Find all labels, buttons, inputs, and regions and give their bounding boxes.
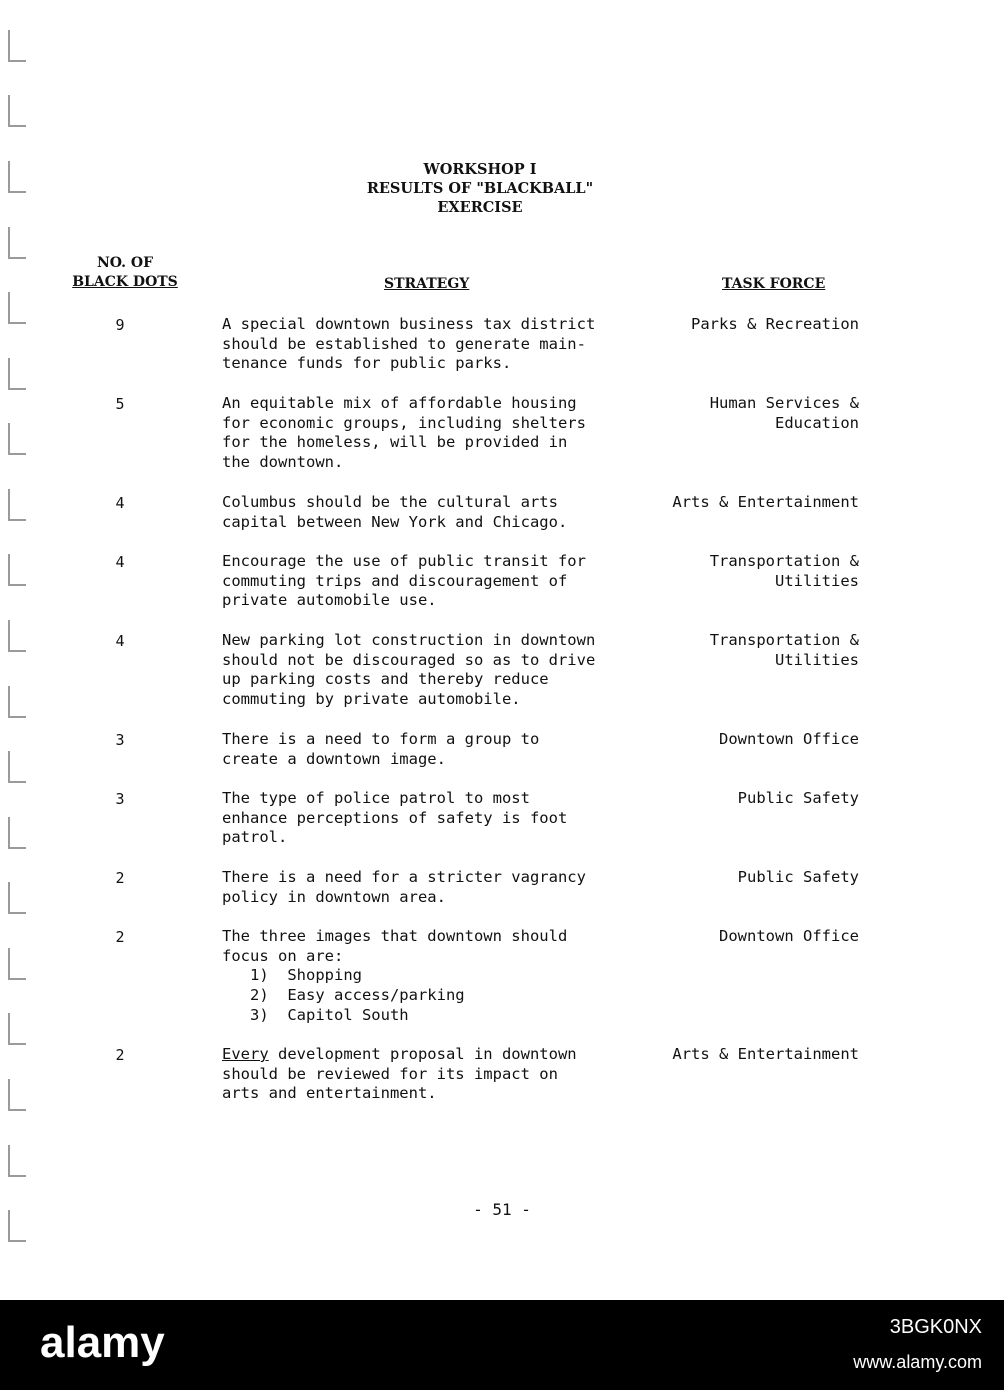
task-force-line: Utilities [775,650,859,669]
task-force-line: Human Services & [709,394,859,412]
dots-count: 4 [115,494,125,512]
strategy-text: There is a need to form a group to create a downtown image. [222,730,540,768]
dots-count: 2 [115,869,125,887]
task-force-line: Transportation & [709,631,859,649]
task-force [599,927,859,947]
title-line-3: EXERCISE [437,199,523,216]
watermark-url: www.alamy.com [853,1352,982,1372]
dots-count: 4 [115,553,125,571]
strategy-text: There is a need for a stricter vagrancy policy in downtown area. [222,868,586,906]
task-force [599,315,859,335]
task-force-line: Arts & Entertainment [672,1045,859,1063]
task-force-line: Downtown Office [719,730,859,748]
strategy-text: The three images that downtown should focus on are: 1) Shopping 2) Easy access/parking 3) Capitol South [222,927,568,1024]
task-force-line: Utilities [775,571,859,590]
title-line-1: WORKSHOP I [423,161,537,178]
task-force [599,789,859,809]
task-force [599,394,859,433]
task-force [599,493,859,513]
header-black-dots [60,254,190,292]
task-force [599,1045,859,1065]
header-strategy: STRATEGY [384,276,470,292]
watermark-bar [0,1300,1004,1390]
binding-marks [8,30,28,1290]
dots-count: 2 [115,1046,125,1064]
task-force-line: Transportation & [709,552,859,570]
watermark-brand: alamy [40,1318,165,1367]
strategy-text: Encourage the use of public transit for commuting trips and discouragement of private automobile use. [222,552,586,610]
dots-count: 4 [115,632,125,650]
task-force [599,552,859,591]
header-task-force: TASK FORCE [722,276,826,292]
strategy-text: The type of police patrol to most enhance perceptions of safety is foot patrol. [222,789,568,847]
header-dots-line2: BLACK DOTS [72,274,178,290]
task-force-line: Arts & Entertainment [672,493,859,511]
dots-count: 2 [115,928,125,946]
strategy-text: An equitable mix of affordable housing for economic groups, including shelters for the homeless, will be provided in the downtown. [222,394,586,472]
strategy-text: Columbus should be the cultural arts capital between New York and Chicago. [222,493,568,531]
task-force-line: Downtown Office [719,927,859,945]
task-force [599,868,859,888]
dots-count: 9 [115,316,125,334]
title-line-2: RESULTS OF "BLACKBALL" [366,180,594,197]
strategy-text: New parking lot construction in downtown should not be discouraged so as to drive up parking costs and thereby reduce commuting by private automobile. [222,631,596,709]
strategy-underlined-word: Every [222,1045,269,1063]
task-force-line: Public Safety [737,789,859,807]
dots-count: 3 [115,790,125,808]
strategy-text-rest: development proposal in downtown should be reviewed for its impact on arts and entertainment. [222,1045,577,1103]
strategy-text [222,1045,642,1104]
dots-count: 5 [115,395,125,413]
dots-count: 3 [115,731,125,749]
strategy-text: A special downtown business tax district should be established to generate main- tenance funds for public parks. [222,315,596,373]
task-force [599,631,859,670]
task-force-line: Education [775,413,859,432]
watermark-image-id: 3BGK0NX [889,1316,982,1338]
header-dots-line1: NO. OF [96,255,154,271]
task-force [599,730,859,750]
task-force-line: Parks & Recreation [691,315,859,333]
task-force-line: Public Safety [737,868,859,886]
page-number: - 51 - [473,1200,531,1219]
